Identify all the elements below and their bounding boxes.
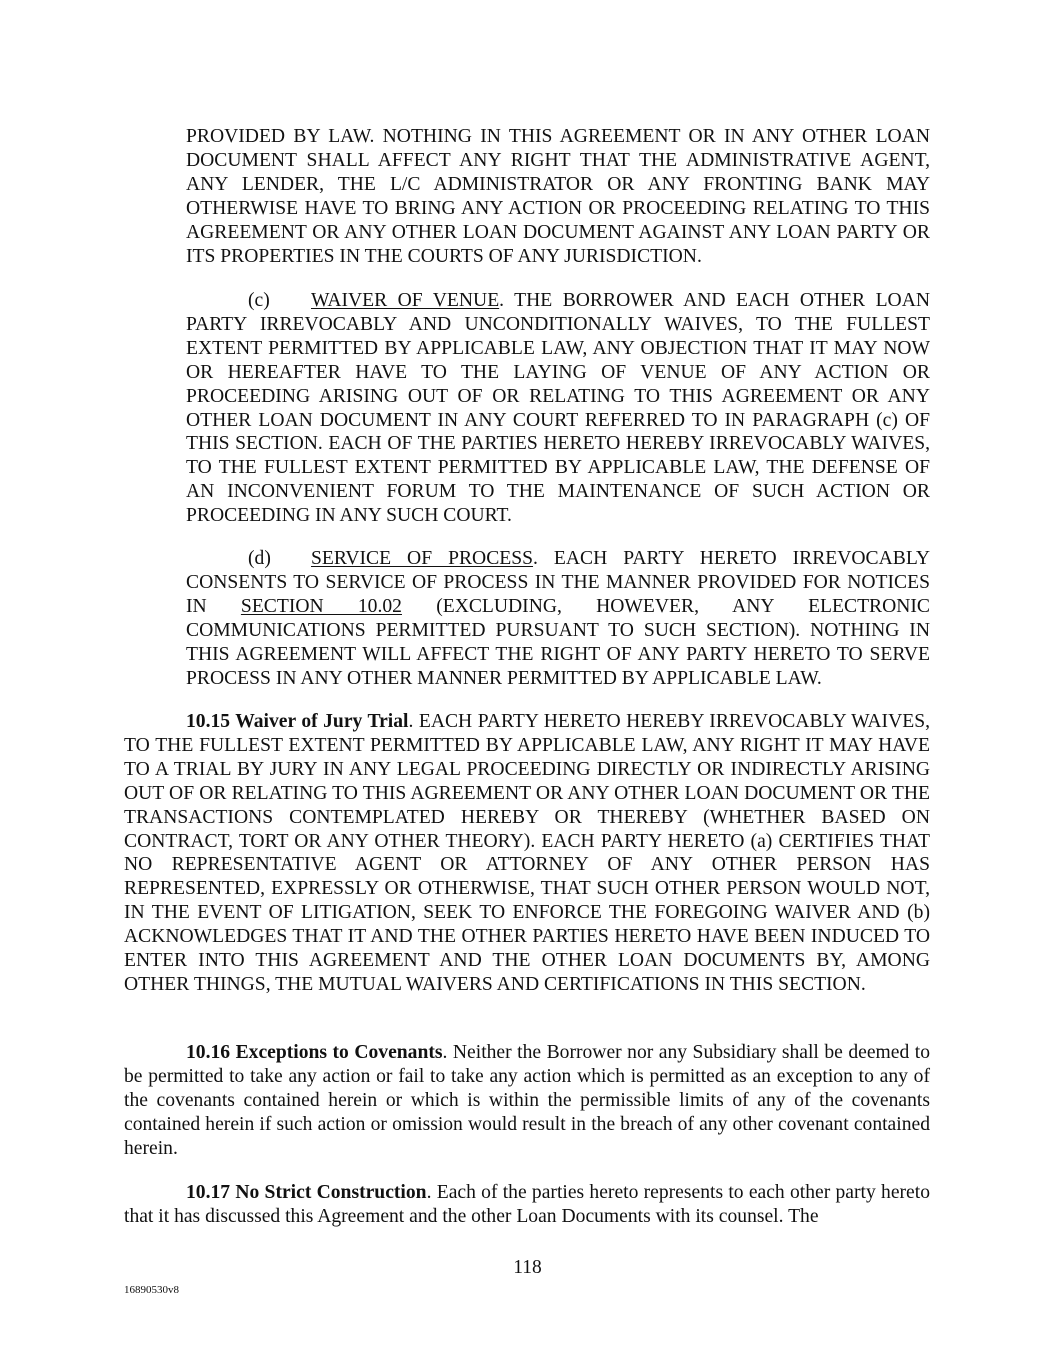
section-10-17-heading: 10.17 No Strict Construction <box>186 1182 427 1203</box>
paragraph-continuation: PROVIDED BY LAW. NOTHING IN THIS AGREEMENT OR IN ANY OTHER LOAN DOCUMENT SHALL AFFECT ANY RIGHT THAT THE ADMINISTRATIVE AGENT, ANY LENDER, THE L/C ADMINISTRATOR OR ANY FRONTING BANK MAY OTHERWISE HAVE TO BRING ANY ACTION OR PROCEEDING RELATING TO THIS AGREEMENT OR ANY OTHER LOAN DOCUMENT AGAINST ANY LOAN PARTY OR ITS PROPERTIES IN THE COURTS OF ANY JURISDICTION. <box>186 126 930 267</box>
paragraph-d-title: SERVICE OF PROCESS <box>311 548 534 569</box>
paragraph-c-label: (c) <box>248 290 270 311</box>
document-id: 16890530v8 <box>124 1284 179 1296</box>
paragraph-d-text-2: (EXCLUDING, HOWEVER, ANY ELECTRONIC COMMUNICATIONS PERMITTED PURSUANT TO SUCH SECTION). NOTHING IN THIS AGREEMENT WILL AFFECT THE RIGHT OF ANY PARTY HERETO TO SERVE PROCESS IN ANY OTHER MANNER PERMITTED BY APPLICABLE LAW. <box>186 595 930 689</box>
section-10-15-waiver-of-jury-trial <box>124 710 930 997</box>
page-number: 118 <box>513 1257 542 1278</box>
section-10-16-exceptions-to-covenants <box>124 1041 930 1161</box>
paragraph-d-label: (d) <box>248 548 271 569</box>
paragraph-d-text-1: . EACH PARTY HERETO IRREVOCABLY CONSENTS TO SERVICE OF PROCESS IN THE MANNER PROVIDED FOR NOTICES IN <box>186 548 930 617</box>
section-10-15-heading: 10.15 Waiver of Jury Trial <box>186 711 409 732</box>
paragraph-c-waiver-of-venue <box>186 289 930 528</box>
paragraph-c-title: WAIVER OF VENUE <box>311 290 500 311</box>
paragraph-d-service-of-process <box>186 547 930 690</box>
section-10-02-reference: SECTION 10.02 <box>240 595 402 617</box>
section-10-15-text: . EACH PARTY HERETO HEREBY IRREVOCABLY WAIVES, TO THE FULLEST EXTENT PERMITTED BY APPLICABLE LAW, ANY RIGHT IT MAY HAVE TO A TRIAL BY JURY IN ANY LEGAL PROCEEDING DIRECTLY OR INDIRECTLY ARISING OUT OF OR RELATING TO THIS AGREEMENT OR ANY OTHER LOAN DOCUMENT OR THE TRANSACTIONS CONTEMPLATED HEREBY OR THEREBY (WHETHER BASED ON CONTRACT, TORT OR ANY OTHER THEORY). EACH PARTY HERETO (a) CERTIFIES THAT NO REPRESENTATIVE AGENT OR ATTORNEY OF ANY OTHER PERSON HAS REPRESENTED, EXPRESSLY OR OTHERWISE, THAT SUCH OTHER PERSON WOULD NOT, IN THE EVENT OF LITIGATION, SEEK TO ENFORCE THE FOREGOING WAIVER AND (b) ACKNOWLEDGES THAT IT AND THE OTHER PARTIES HERETO HAVE BEEN INDUCED TO ENTER INTO THIS AGREEMENT AND THE OTHER LOAN DOCUMENTS BY, AMONG OTHER THINGS, THE MUTUAL WAIVERS AND CERTIFICATIONS IN THIS SECTION. <box>124 711 930 995</box>
section-10-16-text: . Neither the Borrower nor any Subsidiary shall be deemed to be permitted to take any action or fail to take any action which is permitted as an exception to any of the covenants contained herein or which is within the permissible limits of any of the covenants contained herein if such action or omission would result in the breach of any other covenant contained herein. <box>124 1042 930 1159</box>
section-10-17-no-strict-construction <box>124 1181 930 1229</box>
section-10-16-heading: 10.16 Exceptions to Covenants <box>186 1042 443 1063</box>
section-10-17-text: . Each of the parties hereto represents to each other party hereto that it has discussed this Agreement and the other Loan Documents with its counsel. The <box>124 1182 930 1227</box>
paragraph-c-text: . THE BORROWER AND EACH OTHER LOAN PARTY IRREVOCABLY AND UNCONDITIONALLY WAIVES, TO THE FULLEST EXTENT PERMITTED BY APPLICABLE LAW, ANY OBJECTION THAT IT MAY NOW OR HEREAFTER HAVE TO THE LAYING OF VENUE OF ANY ACTION OR PROCEEDING ARISING OUT OF OR RELATING TO THIS AGREEMENT OR ANY OTHER LOAN DOCUMENT IN ANY COURT REFERRED TO IN PARAGRAPH (c) OF THIS SECTION. EACH OF THE PARTIES HERETO HEREBY IRREVOCABLY WAIVES, TO THE FULLEST EXTENT PERMITTED BY APPLICABLE LAW, THE DEFENSE OF AN INCONVENIENT FORUM TO THE MAINTENANCE OF SUCH ACTION OR PROCEEDING IN ANY SUCH COURT. <box>186 290 930 527</box>
